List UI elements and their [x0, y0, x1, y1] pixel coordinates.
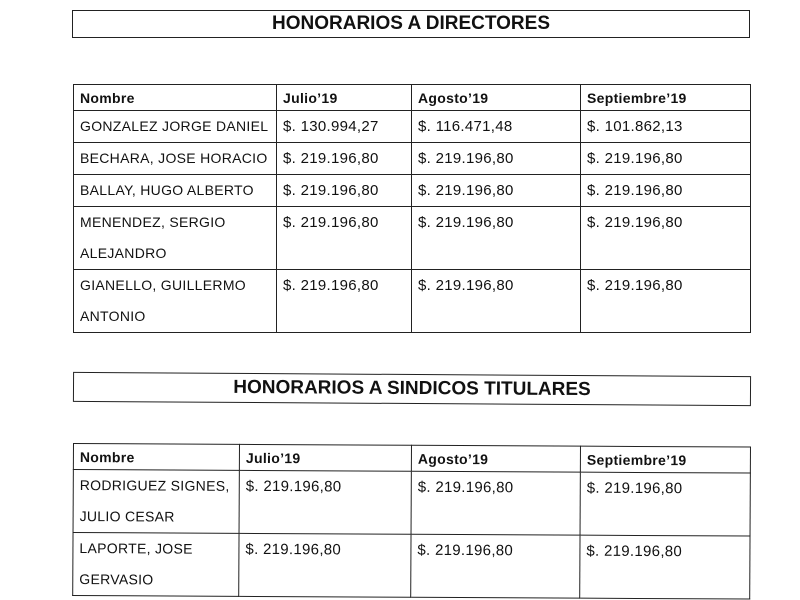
sindicos-section-title: HONORARIOS A SINDICOS TITULARES	[73, 372, 751, 406]
amount-septiembre: $. 219.196,80	[581, 175, 751, 207]
table-row	[74, 111, 751, 143]
director-name: BALLAY, HUGO ALBERTO	[74, 175, 277, 207]
amount-julio: $. 219.196,80	[277, 270, 412, 333]
amount-septiembre: $. 101.862,13	[581, 111, 751, 143]
director-name: GIANELLO, GUILLERMO ANTONIO	[74, 270, 277, 333]
amount-septiembre: $. 219.196,80	[580, 535, 750, 599]
amount-agosto: $. 116.471,48	[412, 111, 581, 143]
header-julio: Julio’19	[239, 444, 411, 471]
directores-table	[73, 84, 751, 333]
sindico-name: LAPORTE, JOSE GERVASIO	[73, 533, 239, 597]
director-name: GONZALEZ JORGE DANIEL	[74, 111, 277, 143]
directores-section-title: HONORARIOS A DIRECTORES	[72, 10, 750, 38]
header-septiembre: Septiembre’19	[580, 446, 750, 473]
amount-julio: $. 219.196,80	[277, 143, 412, 175]
amount-agosto: $. 219.196,80	[411, 471, 580, 535]
amount-agosto: $. 219.196,80	[412, 270, 581, 333]
amount-septiembre: $. 219.196,80	[581, 270, 751, 333]
amount-julio: $. 219.196,80	[239, 533, 411, 597]
header-septiembre: Septiembre’19	[581, 85, 751, 111]
table-row	[74, 207, 751, 270]
amount-julio: $. 219.196,80	[239, 470, 411, 534]
amount-julio: $. 130.994,27	[277, 111, 412, 143]
header-agosto: Agosto’19	[411, 445, 580, 472]
table-row	[74, 175, 751, 207]
amount-julio: $. 219.196,80	[277, 207, 412, 270]
amount-agosto: $. 219.196,80	[412, 143, 581, 175]
header-nombre: Nombre	[73, 444, 239, 471]
table-header-row	[73, 444, 750, 474]
amount-agosto: $. 219.196,80	[412, 207, 581, 270]
table-row	[73, 533, 750, 600]
header-agosto: Agosto’19	[412, 85, 581, 111]
amount-septiembre: $. 219.196,80	[580, 472, 750, 536]
director-name: MENENDEZ, SERGIO ALEJANDRO	[74, 207, 277, 270]
sindicos-table	[72, 443, 751, 600]
amount-julio: $. 219.196,80	[277, 175, 412, 207]
amount-septiembre: $. 219.196,80	[581, 207, 751, 270]
table-row	[73, 470, 750, 537]
director-name: BECHARA, JOSE HORACIO	[74, 143, 277, 175]
header-nombre: Nombre	[74, 85, 277, 111]
header-julio: Julio’19	[277, 85, 412, 111]
amount-septiembre: $. 219.196,80	[581, 143, 751, 175]
amount-agosto: $. 219.196,80	[411, 534, 580, 598]
table-header-row	[74, 85, 751, 111]
sindico-name: RODRIGUEZ SIGNES, JULIO CESAR	[73, 470, 239, 534]
table-row	[74, 270, 751, 333]
amount-agosto: $. 219.196,80	[412, 175, 581, 207]
table-row	[74, 143, 751, 175]
